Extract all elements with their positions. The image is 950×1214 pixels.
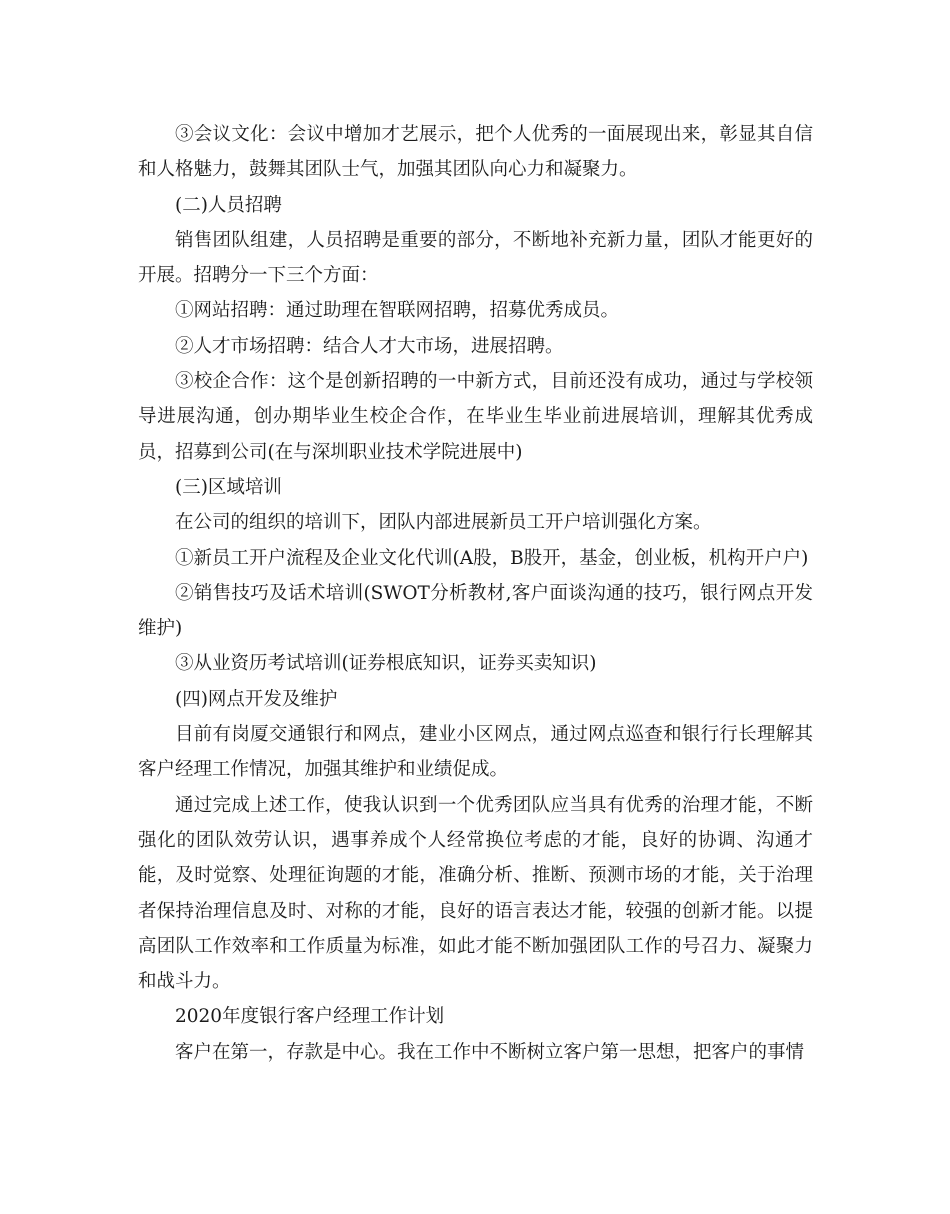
paragraph-web-recruitment: ①网站招聘：通过助理在智联网招聘，招募优秀成员。 bbox=[175, 300, 620, 322]
heading-work-plan: 2020年度银行客户经理工作计划 bbox=[175, 1006, 445, 1028]
document-body bbox=[138, 117, 813, 1070]
paragraph-talent-market: ②人才市场招聘：结合人才大市场，进展招聘。 bbox=[175, 335, 564, 357]
heading-recruitment: (二)人员招聘 bbox=[175, 194, 282, 216]
paragraph-meeting-culture: ③会议文化：会议中增加才艺展示，把个人优秀的一面展现出来，彰显其自信和人格魅力，鼓舞其团队士气，加强其团队向心力和凝聚力。 bbox=[138, 124, 813, 181]
paragraph-customer-first: 客户在第一，存款是中心。我在工作中不断树立客户第一思想，把客户的事情 bbox=[175, 1041, 805, 1063]
heading-branch-development: (四)网点开发及维护 bbox=[175, 688, 338, 710]
paragraph-branch-status: 目前有岗厦交通银行和网点，建业小区网点，通过网点巡查和银行行长理解其客户经理工作情况，加强其维护和业绩促成。 bbox=[138, 724, 813, 781]
paragraph-recruitment-intro: 销售团队组建，人员招聘是重要的部分，不断地补充新力量，团队才能更好的开展。招聘分一下三个方面： bbox=[138, 229, 813, 287]
paragraph-account-training: ①新员工开户流程及企业文化代训(A股，B股开，基金，创业板，机构开户户) bbox=[175, 547, 809, 569]
paragraph-school-enterprise: ③校企合作：这个是创新招聘的一中新方式，目前还没有成功，通过与学校领导进展沟通，创办期毕业生校企合作，在毕业生毕业前进展培训，理解其优秀成员，招募到公司(在与深圳职业技术学院进展中) bbox=[138, 371, 813, 463]
paragraph-exam-training: ③从业资历考试培训(证券根底知识，证券买卖知识) bbox=[175, 653, 597, 675]
heading-regional-training: (三)区域培训 bbox=[175, 476, 282, 498]
paragraph-sales-training: ②销售技巧及话术培训(SWOT分析教材,客户面谈沟通的技巧，银行网点开发维护) bbox=[138, 582, 813, 640]
paragraph-summary: 通过完成上述工作，使我认识到一个优秀团队应当具有优秀的治理才能，不断强化的团队效劳认识，遇事养成个人经常换位考虑的才能，良好的协调、沟通才能，及时觉察、处理征询题的才能，准确分析、推断、预测市场的才能，关于治理者保持治理信息及时、对称的才能，良好的语言表达才能，较强的创新才能。以提高团队工作效率和工作质量为标准，如此才能不断加强团队工作的号召力、凝聚力和战斗力。 bbox=[138, 794, 813, 993]
paragraph-training-intro: 在公司的组织的培训下，团队内部进展新员工开户培训强化方案。 bbox=[175, 512, 712, 534]
